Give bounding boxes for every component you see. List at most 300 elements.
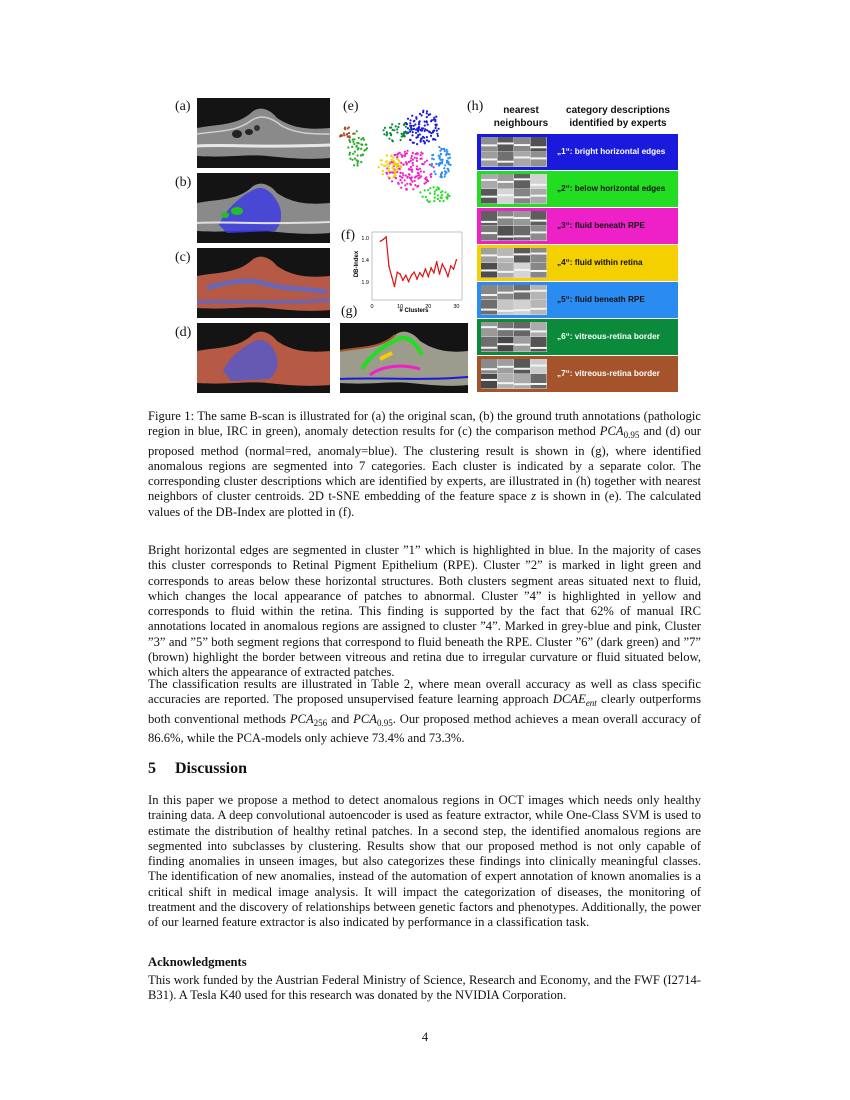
tsne-point [341, 135, 343, 137]
tsne-point [411, 155, 413, 157]
neighbour-patch-edge [481, 379, 497, 381]
tsne-point [412, 164, 414, 166]
category-row-7 [477, 356, 678, 392]
tsne-point [403, 124, 405, 126]
tsne-point [433, 119, 435, 121]
tsne-point [406, 132, 408, 134]
tsne-point [414, 123, 416, 125]
tsne-point [430, 120, 432, 122]
tsne-point [423, 171, 425, 173]
tsne-point [411, 171, 413, 173]
tsne-point [357, 147, 359, 149]
neighbour-patch [514, 374, 530, 389]
neighbour-patch-edge [531, 184, 547, 186]
tsne-point [429, 164, 431, 166]
paragraph-clusters: Bright horizontal edges are segmented in cluster ”1” which is highlighted in blue. In the majority of cases this cluster corresponds to Retinal Pigment Epithelium (RPE). Cluster ”2” is marked in light green and corresponds to areas below these horizontal structures. Both clusters segment areas situated next to fluid, which changes the local appearance of patches to abnormal. Cluster ”4” is highlighted in yellow and corresponds to fluid within the retina. This finding is supported by the fact that 62% of manual IRC annotations located in anomalous regions are assigned to cluster ”4”. Marked in grey-blue and pink, Cluster ”3” and ”5” both segment regions that correspond to fluid beneath the RPE. Cluster ”6” (dark green) and ”7” (brown) highlight the border between vitreous and retina due to irregular curvature or fluid situated below, which alters the appearance of extracted patches. [148, 543, 701, 680]
neighbour-thumbnail [481, 211, 547, 241]
tsne-point [410, 179, 412, 181]
db-index-point [439, 273, 441, 275]
db-index-point [388, 265, 390, 267]
neighbour-patch [531, 174, 547, 189]
tsne-point [400, 139, 402, 141]
neighbour-patch-edge [481, 269, 497, 271]
tsne-point [442, 200, 444, 202]
db-index-point [444, 268, 446, 270]
tsne-point [360, 161, 362, 163]
db-index-point [433, 272, 435, 274]
tsne-point [399, 161, 401, 163]
db-xtick-label: 0 [370, 304, 374, 310]
section-number: 5 [148, 760, 156, 777]
tsne-point [431, 165, 433, 167]
tsne-point [411, 134, 413, 136]
tsne-point [401, 133, 403, 135]
tsne-point [416, 143, 418, 145]
category-descriptions-header: category descriptions identified by experts [566, 105, 670, 129]
tsne-point [423, 140, 425, 142]
tsne-point [416, 160, 418, 162]
tsne-point [399, 152, 401, 154]
tsne-point [446, 149, 448, 151]
tsne-point [440, 175, 442, 177]
tsne-point [448, 195, 450, 197]
tsne-point [421, 114, 423, 116]
tsne-point [427, 189, 429, 191]
tsne-point [388, 168, 390, 170]
tsne-point [420, 154, 422, 156]
tsne-point [414, 180, 416, 182]
tsne-point [418, 123, 420, 125]
neighbour-patch-edge [481, 254, 497, 256]
db-ytick-label: 1.4 [361, 258, 369, 264]
tsne-point [412, 188, 414, 190]
tsne-point [382, 173, 384, 175]
tsne-point [417, 136, 419, 138]
tsne-point [397, 182, 399, 184]
tsne-point [445, 171, 447, 173]
tsne-point [409, 131, 411, 133]
db-xlabel: # Clusters [399, 308, 429, 314]
tsne-point [421, 163, 423, 165]
tsne-point [353, 143, 355, 145]
tsne-point [412, 128, 414, 130]
tsne-point [347, 146, 349, 148]
tsne-point [441, 197, 443, 199]
neighbour-patch-edge [514, 344, 530, 346]
tsne-point [420, 175, 422, 177]
neighbour-patch-edge [514, 383, 530, 385]
tsne-point [430, 173, 432, 175]
tsne-point [408, 161, 410, 163]
tsne-point [380, 163, 382, 165]
neighbour-patch-edge [514, 269, 530, 271]
neighbour-patch-edge [498, 343, 514, 345]
tsne-point [426, 199, 428, 201]
tsne-point [420, 170, 422, 172]
neighbour-patch [531, 322, 547, 337]
caption-text: Figure 1: The same B-scan is illustrated for (a) the original scan, (b) the ground truth annotations (pathologic region in blue, IRC in green), anomaly detection results for (c) the comparison method [148, 409, 701, 439]
tsne-point [402, 164, 404, 166]
neighbour-thumbnail [481, 174, 547, 204]
neighbour-patch-edge [481, 144, 497, 146]
db-index-point [394, 286, 396, 288]
tsne-point [426, 160, 428, 162]
db-index-point [402, 279, 404, 281]
db-index-point [422, 276, 424, 278]
category-label: „5“: fluid beneath RPE [557, 295, 645, 304]
tsne-point [434, 120, 436, 122]
tsne-point [447, 193, 449, 195]
tsne-point [390, 154, 392, 156]
tsne-point [417, 177, 419, 179]
tsne-point [343, 132, 345, 134]
tsne-point [395, 125, 397, 127]
tsne-point [383, 133, 385, 135]
tsne-point [406, 177, 408, 179]
tsne-point [408, 168, 410, 170]
tsne-point [397, 164, 399, 166]
tsne-point [412, 152, 414, 154]
tsne-point [439, 200, 441, 202]
category-label: „1“: bright horizontal edges [557, 147, 666, 156]
db-index-point [442, 263, 444, 265]
neighbour-patch [481, 300, 497, 315]
db-index-point [397, 271, 399, 273]
db-ytick-label: 1.0 [361, 236, 369, 242]
tsne-point [385, 165, 387, 167]
tsne-point [385, 172, 387, 174]
tsne-point [430, 176, 432, 178]
category-row-2 [477, 171, 678, 207]
neighbour-patch-edge [498, 382, 514, 384]
category-label: „3“: fluid beneath RPE [557, 221, 645, 230]
neighbour-patch [514, 226, 530, 241]
neighbour-patch-edge [531, 308, 547, 310]
tsne-point [393, 168, 395, 170]
tsne-point [438, 155, 440, 157]
db-index-point [453, 268, 455, 270]
neighbour-patch-edge [514, 309, 530, 311]
tsne-point [438, 128, 440, 130]
panel-label-b: (b) [175, 175, 192, 190]
db-index-point [450, 265, 452, 267]
tsne-point [425, 196, 427, 198]
tsne-point [435, 163, 437, 165]
neighbour-patch-edge [531, 231, 547, 233]
tsne-point [416, 157, 418, 159]
tsne-point [400, 172, 402, 174]
panel-label-h: (h) [467, 99, 484, 114]
tsne-point [424, 189, 426, 191]
tsne-point [407, 150, 409, 152]
tsne-point [438, 187, 440, 189]
tsne-point [429, 187, 431, 189]
math-pca256 [290, 712, 327, 726]
tsne-point [358, 142, 360, 144]
tsne-point [384, 127, 386, 129]
neighbour-patch-edge [531, 383, 547, 385]
tsne-point [386, 133, 388, 135]
tsne-point [419, 191, 421, 193]
tsne-point [383, 129, 385, 131]
tsne-point [407, 118, 409, 120]
neighbour-thumbnail [481, 322, 547, 352]
tsne-point [434, 193, 436, 195]
tsne-point [419, 168, 421, 170]
tsne-point [430, 132, 432, 134]
tsne-point [392, 176, 394, 178]
tsne-point [409, 177, 411, 179]
tsne-point [423, 182, 425, 184]
neighbour-patch [531, 374, 547, 389]
tsne-point [431, 163, 433, 165]
tsne-point [386, 154, 388, 156]
oct-scan-pca-result [197, 248, 330, 318]
category-row-1 [477, 134, 678, 170]
neighbour-patch-edge [498, 256, 514, 258]
panel-label-c: (c) [175, 250, 191, 265]
tsne-point [412, 159, 414, 161]
page-number: 4 [421, 1030, 429, 1044]
tsne-point [426, 120, 428, 122]
category-row-6 [477, 319, 678, 355]
tsne-point [429, 192, 431, 194]
panel-label-d: (d) [175, 325, 192, 340]
neighbour-patch [498, 300, 514, 315]
tsne-point [411, 115, 413, 117]
tsne-point [417, 185, 419, 187]
tsne-point [419, 113, 421, 115]
tsne-point [396, 171, 398, 173]
tsne-point [447, 153, 449, 155]
section-heading-discussion [148, 760, 247, 778]
tsne-point [392, 129, 394, 131]
category-label: „7“: vitreous-retina border [557, 369, 660, 378]
db-index-point [430, 267, 432, 269]
neighbour-patch-edge [531, 290, 547, 292]
db-ytick-label: 1.9 [361, 280, 369, 286]
tsne-point [424, 161, 426, 163]
tsne-point [362, 137, 364, 139]
neighbour-patch [481, 337, 497, 352]
neighbour-patch [481, 322, 497, 337]
tsne-point [420, 137, 422, 139]
tsne-point [354, 151, 356, 153]
math-pca: PCA [599, 424, 624, 439]
db-index-chart [352, 228, 470, 320]
tsne-point [444, 191, 446, 193]
neighbour-patch [531, 137, 547, 152]
neighbour-patch-edge [481, 221, 497, 223]
neighbour-patch-edge [531, 220, 547, 222]
neighbour-patch-edge [481, 179, 497, 181]
neighbour-patch [531, 300, 547, 315]
neighbour-patch-edge [498, 271, 514, 273]
db-index-point [425, 268, 427, 270]
neighbour-patch [481, 174, 497, 189]
tsne-point [405, 174, 407, 176]
panel-label-e: (e) [343, 99, 359, 114]
neighbour-patch [481, 211, 497, 226]
math-dcae [552, 692, 597, 709]
oct-scan-original [197, 98, 330, 168]
neighbour-patch [498, 226, 514, 241]
caption-text-rest: and (d) our proposed method (normal=red, anomaly=blue). The clustering result is shown in (g), where identified anomalous regions are segmented into 7 categories. Each cluster is indicated by a separate color. The corresponding cluster descriptions which are identified by experts, are illustrated in (h) together with nearest neighbors of cluster centroids. 2D t-SNE embedding of the feature space [148, 424, 701, 504]
tsne-point [411, 176, 413, 178]
tsne-point [424, 121, 426, 123]
neighbour-patch [531, 211, 547, 226]
db-xtick-label: 20 [425, 304, 432, 310]
tsne-point [408, 173, 410, 175]
neighbour-patch [514, 174, 530, 189]
tsne-point [422, 152, 424, 154]
tsne-point [410, 127, 412, 129]
tsne-point [415, 153, 417, 155]
neighbour-patch [531, 285, 547, 300]
tsne-point [360, 154, 362, 156]
tsne-point [422, 196, 424, 198]
neighbour-patch [498, 374, 514, 389]
tsne-point [394, 172, 396, 174]
panel-label-f: (f) [341, 228, 355, 243]
db-chart-frame [372, 232, 462, 300]
tsne-point [356, 145, 358, 147]
neighbour-patch [514, 359, 530, 374]
neighbour-patch [481, 285, 497, 300]
db-xtick-label: 10 [397, 304, 404, 310]
tsne-point [434, 173, 436, 175]
tsne-point [351, 159, 353, 161]
tsne-point [358, 137, 360, 139]
tsne-point [443, 148, 445, 150]
tsne-point [422, 110, 424, 112]
db-index-point [447, 276, 449, 278]
tsne-point [444, 164, 446, 166]
tsne-point [434, 191, 436, 193]
neighbour-patch-edge [531, 146, 547, 148]
tsne-point [430, 135, 432, 137]
oct-scan-proposed-result [197, 323, 330, 393]
math-dcae-base: DCAE [552, 692, 586, 707]
tsne-point [437, 194, 439, 196]
tsne-point [388, 138, 390, 140]
category-label: „4“: fluid within retina [557, 258, 643, 267]
neighbour-patch-edge [481, 232, 497, 234]
panel-label-g: (g) [341, 304, 358, 319]
tsne-point [412, 162, 414, 164]
tsne-point [437, 198, 439, 200]
tsne-point [389, 127, 391, 129]
neighbour-thumbnail [481, 137, 547, 167]
tsne-point [409, 129, 411, 131]
db-index-point [419, 272, 421, 274]
tsne-point [404, 184, 406, 186]
db-ylabel: DB-Index [354, 250, 360, 278]
paragraph-classification [148, 677, 701, 746]
tsne-point [441, 162, 443, 164]
tsne-point [352, 153, 354, 155]
neighbour-patch-edge [514, 290, 530, 292]
neighbour-patch-edge [481, 294, 497, 296]
tsne-point [428, 130, 430, 132]
tsne-point [438, 164, 440, 166]
para2-text-b: clearly outperforms both conventional methods [148, 692, 701, 726]
tsne-point [401, 182, 403, 184]
tsne-point [449, 164, 451, 166]
tsne-point [433, 166, 435, 168]
tsne-point [352, 141, 354, 143]
tsne-point [366, 147, 368, 149]
db-index-point [436, 261, 438, 263]
tsne-point [392, 157, 394, 159]
tsne-point [378, 166, 380, 168]
tsne-point [416, 175, 418, 177]
tsne-point [405, 189, 407, 191]
tsne-point [406, 183, 408, 185]
neighbour-patch-edge [514, 156, 530, 158]
tsne-point [445, 196, 447, 198]
tsne-point [339, 135, 341, 137]
tsne-point [410, 139, 412, 141]
tsne-point [391, 123, 393, 125]
neighbour-patch [514, 152, 530, 167]
tsne-point [420, 158, 422, 160]
tsne-point [410, 157, 412, 159]
tsne-point [357, 164, 359, 166]
neighbour-patch-edge [531, 157, 547, 159]
tsne-point [396, 131, 398, 133]
tsne-point [400, 154, 402, 156]
tsne-point [414, 184, 416, 186]
math-pca095-base: PCA [353, 711, 377, 726]
tsne-point [434, 197, 436, 199]
tsne-point [356, 130, 358, 132]
neighbour-patch-edge [531, 347, 547, 349]
tsne-point [354, 158, 356, 160]
tsne-point [396, 158, 398, 160]
neighbour-patch-edge [481, 368, 497, 370]
tsne-point [444, 173, 446, 175]
db-index-point [391, 276, 393, 278]
tsne-point [395, 154, 397, 156]
para2-text-c: and [327, 711, 354, 726]
neighbour-thumbnail [481, 285, 547, 315]
tsne-point [419, 133, 421, 135]
neighbour-patch-edge [481, 347, 497, 349]
tsne-point [360, 138, 362, 140]
tsne-point [439, 162, 441, 164]
tsne-point [349, 158, 351, 160]
tsne-point [446, 160, 448, 162]
tsne-point [433, 186, 435, 188]
neighbour-patch-edge [531, 253, 547, 255]
tsne-point [343, 134, 345, 136]
db-index-point [456, 259, 458, 261]
neighbour-patch-edge [481, 326, 497, 328]
tsne-point [427, 124, 429, 126]
neighbour-patch-edge [514, 368, 530, 370]
neighbour-patch [481, 359, 497, 374]
tsne-point [414, 157, 416, 159]
neighbour-patch [481, 374, 497, 389]
neighbour-patch-edge [498, 310, 514, 312]
tsne-point [415, 132, 417, 134]
tsne-point [357, 154, 359, 156]
db-index-point [405, 275, 407, 277]
tsne-point [420, 141, 422, 143]
neighbour-patch [498, 152, 514, 167]
tsne-point [413, 120, 415, 122]
